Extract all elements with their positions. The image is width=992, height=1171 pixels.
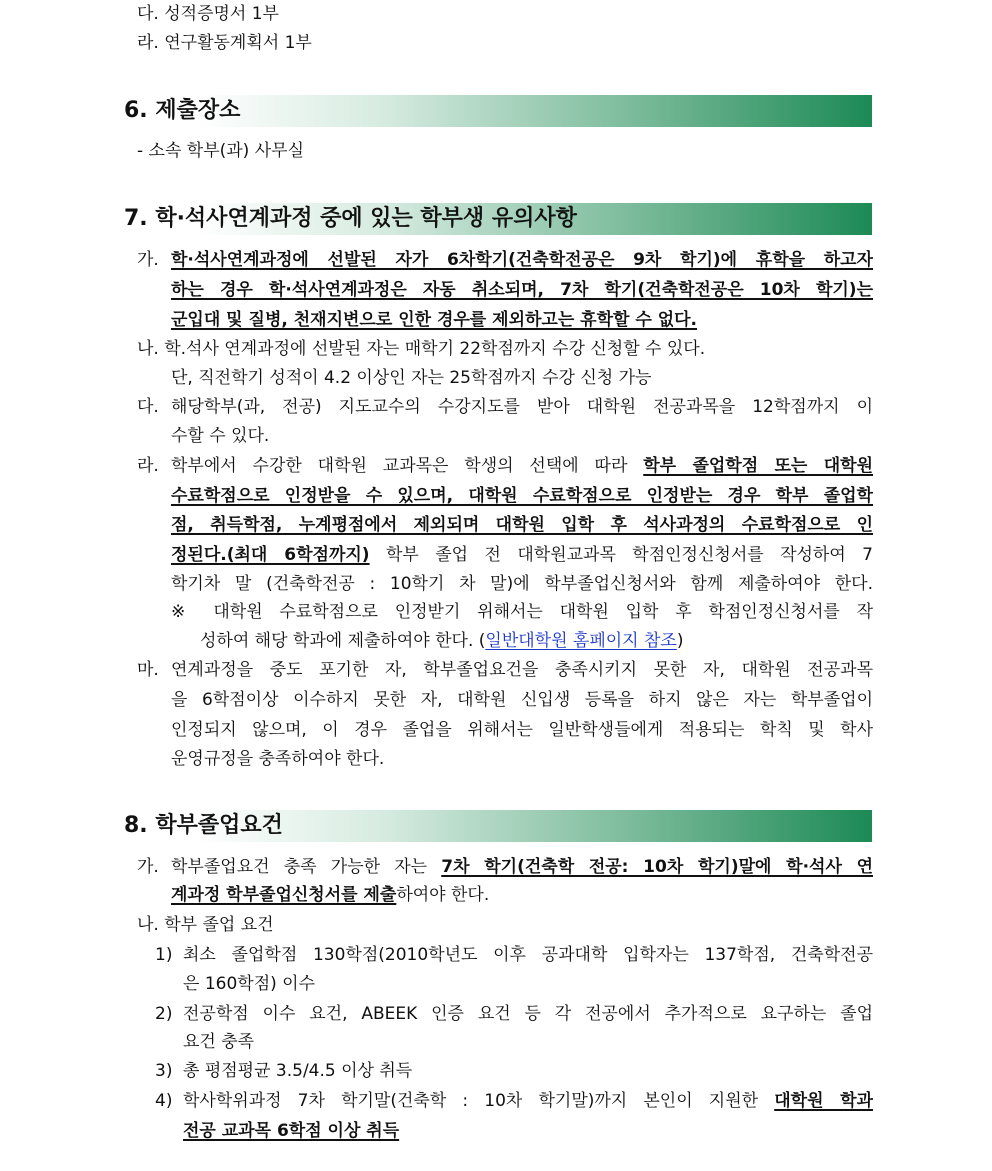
text-run: 학사학위과정 7차 학기말(건축학 : 10차 학기말)까지 본인이 지원한 bbox=[183, 1091, 775, 1111]
doc-line: 학기차 말 (건축학전공 : 10학기 차 말)에 학부졸업신청서와 함께 제출하여야 한다. bbox=[171, 574, 873, 594]
section-title: 8. 학부졸업요건 bbox=[124, 813, 283, 838]
doc-line: 연계과정을 중도 포기한 자, 학부졸업요건을 충족시키지 못한 자, 대학원 전공과목 bbox=[171, 660, 873, 680]
graduate-homepage-link[interactable]: 일반대학원 홈페이지 참조 bbox=[485, 631, 677, 651]
note-line bbox=[200, 630, 683, 652]
list-marker: 2) bbox=[155, 1004, 173, 1024]
doc-line: 전공학점 이수 요건, ABEEK 인증 요건 등 각 전공에서 추가적으로 요구하는 졸업 bbox=[183, 1004, 873, 1024]
text-run: 학부에서 수강한 대학원 교과목은 학생의 선택에 따라 bbox=[171, 456, 644, 476]
text-run-bold: 7차 학기(건축학 전공: 10차 학기)말에 학·석사 연 bbox=[441, 857, 873, 877]
doc-line: 요건 충족 bbox=[183, 1032, 255, 1052]
section-heading-7 bbox=[121, 203, 872, 235]
doc-line: 은 160학점) 이수 bbox=[183, 974, 315, 994]
doc-line-mixed bbox=[171, 856, 873, 878]
doc-line: 최소 졸업학점 130학점(2010학년도 이후 공과대학 입학자는 137학점, 건축학전공 bbox=[183, 945, 873, 965]
list-marker: 다. bbox=[137, 397, 159, 417]
doc-line-bold: 군입대 및 질병, 천재지변으로 인한 경우를 제외하고는 휴학할 수 없다. bbox=[171, 310, 697, 330]
list-marker: 4) bbox=[155, 1091, 173, 1111]
doc-line-mixed bbox=[171, 884, 489, 906]
doc-line: - 소속 학부(과) 사무실 bbox=[137, 141, 304, 161]
doc-line: 수할 수 있다. bbox=[171, 426, 270, 446]
text-run-bold: 대학원 학과 bbox=[774, 1091, 873, 1111]
doc-line: 해당학부(과, 전공) 지도교수의 수강지도를 받아 대학원 전공과목을 12학점까지 이 bbox=[171, 397, 873, 417]
doc-line-bold: 전공 교과목 6학점 이상 취득 bbox=[183, 1121, 400, 1141]
doc-line: 나. 학부 졸업 요건 bbox=[137, 915, 274, 935]
doc-line-bold: 점, 취득학점, 누계평점에서 제외되며 대학원 입학 후 석사과정의 수료학점으로 인 bbox=[171, 515, 873, 535]
doc-line-bold: 학·석사연계과정에 선발된 자가 6차학기(건축학전공은 9차 학기)에 휴학을 하고자 bbox=[171, 250, 873, 270]
list-marker: 가. bbox=[137, 250, 159, 270]
doc-line: 나. 학.석사 연계과정에 선발된 자는 매학기 22학점까지 수강 신청할 수 있다. bbox=[137, 339, 706, 359]
section-title: 6. 제출장소 bbox=[124, 98, 241, 123]
doc-line-mixed bbox=[183, 1090, 873, 1112]
text-run-bold: 정된다.(최대 6학점까지) bbox=[171, 545, 370, 565]
doc-line: 운영규정을 충족하여야 한다. bbox=[171, 749, 385, 769]
text-run: 하여야 한다. bbox=[396, 885, 490, 905]
doc-line-mixed bbox=[171, 455, 873, 477]
doc-line: 총 평점평균 3.5/4.5 이상 취득 bbox=[183, 1061, 413, 1081]
text-run-bold: 계과정 학부졸업신청서를 제출 bbox=[171, 885, 397, 905]
section-heading-6 bbox=[121, 95, 872, 127]
section-title: 7. 학·석사연계과정 중에 있는 학부생 유의사항 bbox=[124, 206, 577, 231]
list-marker: 1) bbox=[155, 945, 173, 965]
section-heading-8 bbox=[121, 810, 872, 842]
doc-line-bold: 하는 경우 학·석사연계과정은 자동 취소되며, 7차 학기(건축학전공은 10차 학기)는 bbox=[171, 280, 873, 300]
list-marker: 가. bbox=[137, 857, 159, 877]
text-run-bold: 학부 졸업학점 또는 대학원 bbox=[643, 456, 873, 476]
doc-line: 인정되지 않으며, 이 경우 졸업을 위해서는 일반학생들에게 적용되는 학칙 및 학사 bbox=[171, 720, 873, 740]
list-marker: 3) bbox=[155, 1061, 173, 1081]
text-run: 학부 졸업 전 대학원교과목 학점인정신청서를 작성하여 7 bbox=[369, 545, 873, 565]
doc-line-mixed bbox=[171, 544, 873, 566]
text-run: 학부졸업요건 충족 가능한 자는 bbox=[171, 857, 442, 877]
doc-line: 을 6학점이상 이수하지 못한 자, 대학원 신입생 등록을 하지 않은 자는 학부졸업이 bbox=[171, 690, 873, 710]
doc-line: 단, 직전학기 성적이 4.2 이상인 자는 25학점까지 수강 신청 가능 bbox=[171, 368, 652, 388]
note-line: ※ 대학원 수료학점으로 인정받기 위해서는 대학원 입학 후 학점인정신청서를 작 bbox=[171, 602, 873, 622]
list-marker: 라. bbox=[137, 456, 159, 476]
list-marker: 마. bbox=[137, 660, 159, 680]
doc-line: 라. 연구활동계획서 1부 bbox=[137, 33, 312, 53]
doc-line: 다. 성적증명서 1부 bbox=[137, 4, 279, 24]
doc-line-bold: 수료학점으로 인정받을 수 있으며, 대학원 수료학점으로 인정받는 경우 학부 졸업학 bbox=[171, 486, 873, 506]
text-run: 성하여 해당 학과에 제출하여야 한다. ( bbox=[200, 631, 486, 651]
text-run: ) bbox=[676, 631, 684, 651]
